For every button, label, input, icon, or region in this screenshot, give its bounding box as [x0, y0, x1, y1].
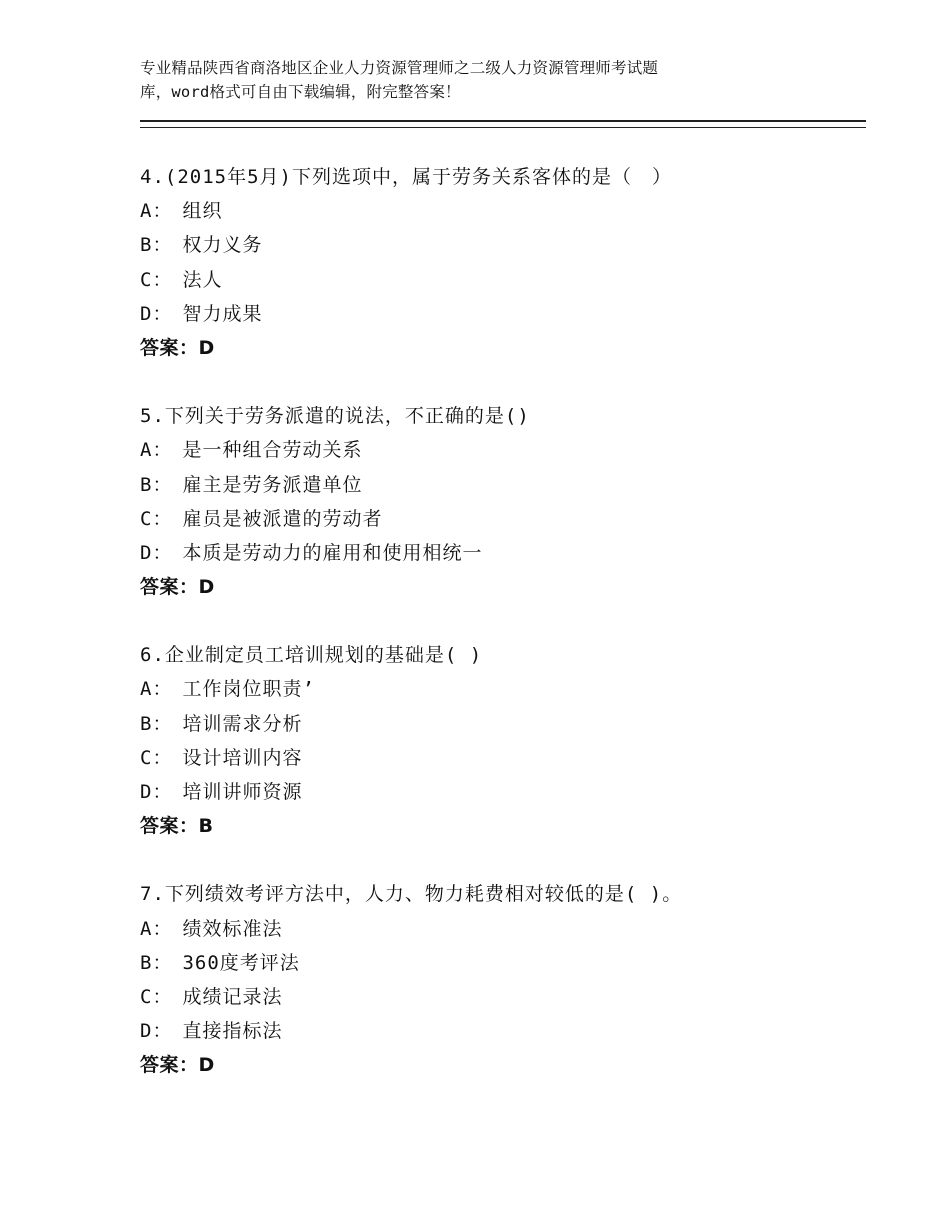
answer-line: 答案：D	[140, 1054, 215, 1077]
option-c	[140, 502, 860, 536]
option-b	[140, 468, 860, 502]
header-line-2: 库，word格式可自由下载编辑，附完整答案！	[140, 83, 461, 101]
option-b	[140, 946, 860, 980]
option-a	[140, 672, 860, 706]
option-key: C：	[140, 985, 173, 1008]
option-text: 法人	[182, 268, 223, 291]
option-key: A：	[140, 439, 173, 462]
option-key: C：	[140, 746, 173, 769]
question-stem: 4.(2015年5月)下列选项中，属于劳务关系客体的是（ ）	[140, 166, 672, 188]
option-a	[140, 433, 860, 467]
document-header	[140, 56, 780, 104]
option-key: C：	[140, 507, 173, 530]
option-d	[140, 536, 860, 570]
header-line-1: 专业精品陕西省商洛地区企业人力资源管理师之二级人力资源管理师考试题	[140, 59, 659, 77]
header-divider	[140, 120, 866, 128]
answer-line: 答案：D	[140, 576, 215, 599]
option-text: 绩效标准法	[182, 917, 283, 940]
option-text: 工作岗位职责’	[182, 678, 315, 701]
option-text: 直接指标法	[182, 1020, 283, 1043]
option-text: 雇主是劳务派遣单位	[182, 473, 363, 496]
answer-line: 答案：D	[140, 336, 215, 359]
option-b	[140, 707, 860, 741]
question-list	[140, 160, 860, 1117]
question-6	[140, 638, 860, 843]
question-4	[140, 160, 860, 365]
option-c	[140, 980, 860, 1014]
option-d	[140, 297, 860, 331]
option-a	[140, 912, 860, 946]
option-key: B：	[140, 234, 173, 257]
question-stem: 5.下列关于劳务派遣的说法，不正确的是()	[140, 405, 530, 428]
option-key: C：	[140, 268, 173, 291]
option-key: A：	[140, 678, 173, 701]
option-text: 是一种组合劳动关系	[182, 439, 363, 462]
option-key: B：	[140, 951, 173, 974]
option-text: 培训需求分析	[182, 712, 303, 735]
option-key: D：	[140, 781, 173, 803]
option-d	[140, 1014, 860, 1048]
option-text: 雇员是被派遣的劳动者	[182, 507, 383, 530]
question-stem: 7.下列绩效考评方法中，人力、物力耗费相对较低的是( )。	[140, 883, 683, 906]
option-text: 组织	[182, 200, 223, 223]
option-key: B：	[140, 712, 173, 735]
option-key: A：	[140, 917, 173, 940]
option-key: D：	[140, 541, 173, 564]
question-7	[140, 877, 860, 1082]
option-a	[140, 194, 860, 228]
option-d	[140, 775, 860, 809]
option-key: A：	[140, 200, 173, 223]
option-key: B：	[140, 473, 173, 496]
option-key: D：	[140, 1020, 173, 1043]
option-text: 智力成果	[182, 302, 263, 325]
option-c	[140, 741, 860, 775]
answer-line: 答案：B	[140, 815, 214, 838]
option-key: D：	[140, 302, 173, 325]
option-text: 培训讲师资源	[182, 781, 303, 803]
option-text: 成绩记录法	[182, 985, 283, 1008]
question-5	[140, 399, 860, 604]
option-text: 设计培训内容	[182, 746, 303, 769]
option-c	[140, 263, 860, 297]
question-stem: 6.企业制定员工培训规划的基础是( )	[140, 644, 483, 667]
option-text: 本质是劳动力的雇用和使用相统一	[182, 541, 483, 564]
option-text: 权力义务	[182, 234, 263, 257]
option-text: 360度考评法	[182, 951, 300, 974]
option-b	[140, 228, 860, 262]
